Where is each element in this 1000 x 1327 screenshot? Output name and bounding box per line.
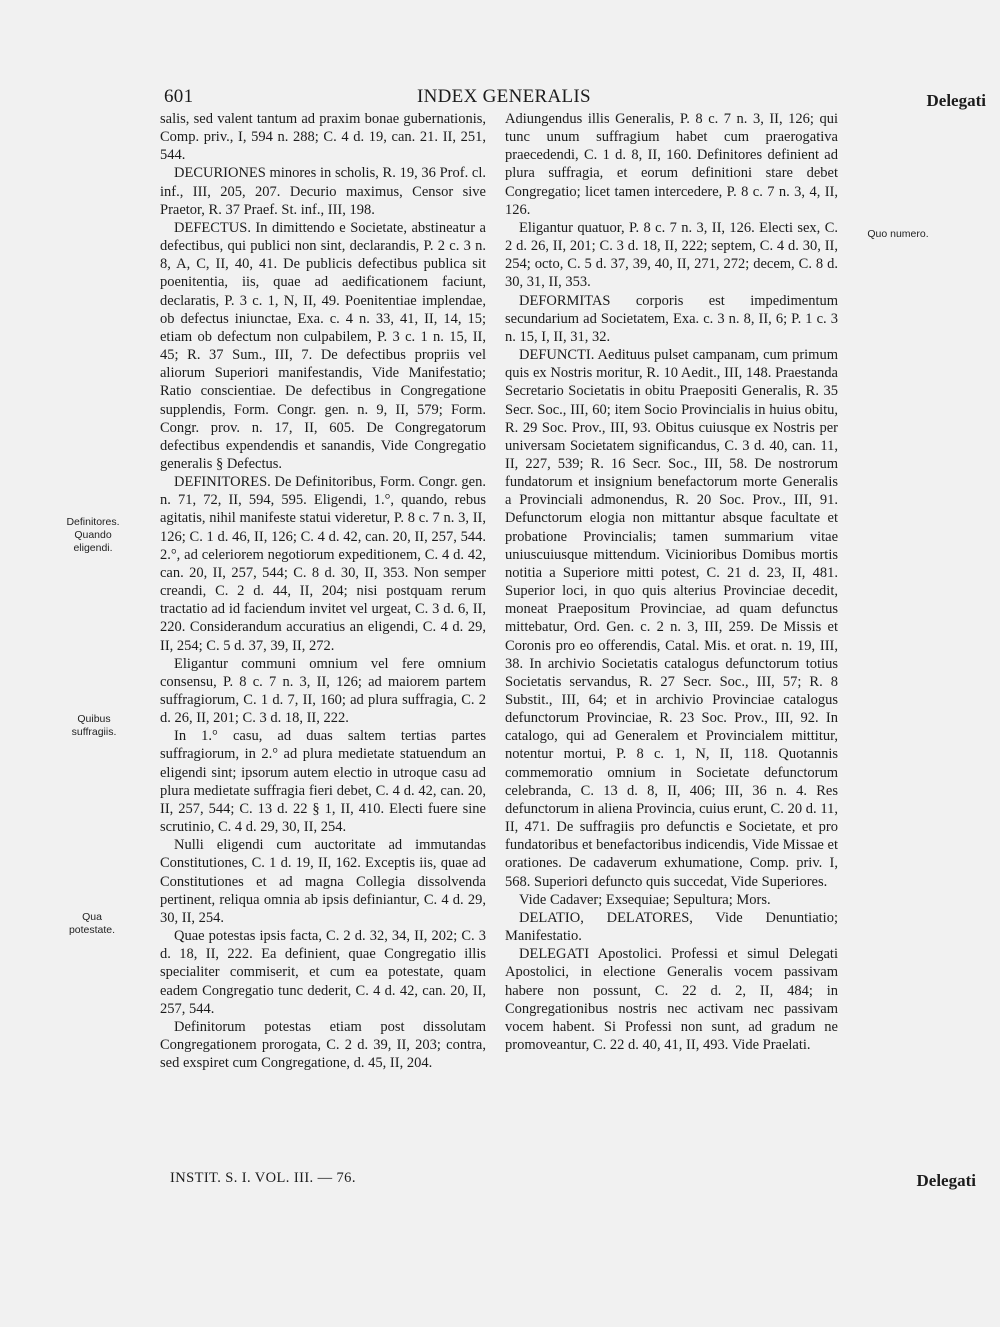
catchword-bottom: Delegati (916, 1171, 976, 1190)
right-column (505, 110, 838, 1054)
margin-note-definitores: Definitores. Quando eligendi. (66, 516, 120, 554)
entry-decuriones: DECURIONES minores in scholis, R. 19, 36 Prof. cl. inf., III, 205, 207. Decurio maximus, Censor sive Praetor, R. 37 Praef. St. inf., III, 198. (160, 165, 486, 218)
entry-definitores-prorogata: Definitorum potestas etiam post dissolutam Congregationem prorogata, C. 2 d. 39, II, 203; contra, sed exspiret cum Congregatione, d. 45, II, 204. (160, 1018, 486, 1072)
entry-definitores: DEFINITORES. De Definitoribus, Form. Congr. gen. n. 71, 72, II, 594, 595. Eligendi, 1.°, quando, rebus agitatis, nihil manifeste statui videretur, P. 8 c. 7 n. 3, II, 126; C. 1 d. 46, II, 126; C. 4 d. 42, can. 20, II, 257, 544. 2.°, ad celeriorem negotiorum expeditionem, C. 4 d. 42, can. 20, II, 257, 544; C. 8 d. 30, II, 353. Non semper creandi, C. 2 d. 44, II, 204; nisi postquam rerum tractatio ad id faciendum invitet vel urgeat, C. 3 d. 6, II, 220. Considerandum accuratius an eligendi, C. 4 d. 29, II, 254; C. 5 d. 37, 39, II, 272. (160, 474, 486, 654)
margin-note-qua-potestate: Qua potestate. (68, 911, 116, 936)
left-column (160, 110, 486, 1072)
entry-definitores-potestas: Quae potestas ipsis facta, C. 2 d. 32, 34, II, 202; C. 3 d. 18, II, 222. Ea definient, quae Congregatio illis specialiter commiserit, et cum ea potestate, quam eadem Congregatio tunc dederit, C. 4 d. 42, can. 20, II, 257, 544. (160, 928, 486, 1017)
page-number: 601 (164, 86, 194, 107)
margin-note-quibus-suffragiis: Quibus suffragiis. (71, 713, 117, 738)
running-title: INDEX GENERALIS (417, 86, 591, 107)
volume-footer: INSTIT. S. I. VOL. III. — 76. (170, 1170, 356, 1186)
entry-delatio: DELATIO, DELATORES, Vide Denuntiatio; Manifestatio. (505, 909, 838, 945)
entry-adiungendus: Adiungendus illis Generalis, P. 8 c. 7 n. 3, II, 126; qui tunc unum suffragium habet cum praerogativa praecedendi, C. 1 d. 8, II, 160. Definitores definient ad plura suffragia, et eorum definitioni stare debet Congregatio; licet tamen intercedere, P. 8 c. 7 n. 3, 4, II, 126. (505, 111, 838, 218)
entry-vide-cadaver: Vide Cadaver; Exsequiae; Sepultura; Mors. (519, 891, 771, 908)
entry-salis-continuation: salis, sed valent tantum ad praxim bonae gubernationis, Comp. priv., I, 594 n. 288; C. 4 d. 19, can. 21. II, 251, 544. (160, 111, 486, 164)
entry-defectus: DEFECTUS. In dimittendo e Societate, abstineatur a defectibus, qui publici non sint, declarandis, P. 2 c. 3 n. 8, A, C, II, 40, 41. De publicis defectibus publica sit poenitentia, iis, quae ad aedificationem faciunt, declaratis, P. 3 c. 1, N, II, 49. Poenitentiae implendae, ob defectus iniunctae, Exa. c. 4 n. 33, 41, II, 14, 15; etiam ob defectum non culpabilem, P. 3 c. 1 n. 15, II, 45; R. 37 Sum., III, 7. De defectibus propriis vel aliorum Superiori manifestandis, Vide Manifestatio; Ratio conscientiae. De defectibus in Congregatione supplendis, Form. Congr. gen. n. 9, II, 579; Form. Congr. prov. n. 17, II, 605. De Congregatorum defectibus expendendis et sanandis, Vide Congregatio generalis § Defectus. (160, 219, 486, 472)
entry-definitores-nulli: Nulli eligendi cum auctoritate ad immutandas Constitutiones, C. 1 d. 19, II, 162. Exceptis iis, quae ad Constitutiones et ad magna Collegia dissolvenda pertinent, reliqua omnia ab ipsis definiantur, C. 4 d. 29, 30, II, 254. (160, 837, 486, 926)
catchword-top: Delegati (926, 91, 986, 110)
entry-definitores-casu: In 1.° casu, ad duas saltem tertias partes suffragiorum, in 2.° ad plura medietate statuendum an eligendi sint; ipsorum autem electio in utroque casu ad plura medietate suffragia fieri debet, C. 4 d. 42, can. 20, II, 257, 544; C. 13 d. 22 § 1, II, 410. Electi fuere sine scrutinio, C. 4 d. 29, 30, II, 254. (160, 728, 486, 836)
entry-delegati: DELEGATI Apostolici. Professi et simul Delegati Apostolici, in electione Generalis vocem passivam habere non possunt, C. 22 d. 2, II, 484; in Congregationibus nostris nec activam nec passivam vocem habent. Si Professi non sunt, ad gradum ne promoveantur, C. 22 d. 40, 41, II, 493. Vide Praelati. (505, 946, 838, 1053)
entry-defuncti: DEFUNCTI. Aedituus pulset campanam, cum primum quis ex Nostris moritur, R. 10 Aedit., III, 148. Praestanda Secretario Societatis in obitu Praepositi Generalis, R. 35 Secr. Soc., III, 60; item Socio Provincialis in huius obitu, R. 29 Soc. Prov., III, 93. Obitus cuiusque ex Nostris per universam Societatem significandus, C. 3 d. 40, can. 11, II, 227, 539; R. 16 Secr. Soc., III, 58. De nostrorum fundatorum et insignium benefactorum morte Generalis a Provinciali admonendus, R. 20 Soc. Prov., III, 91. Defunctorum elogia non mittantur absque facultate et probatione Provincialis; tamen summarium vitae uniuscuiusque mittendum. Vicinioribus Domibus mortis notitia a Superiore mitti potest, C. 21 d. 23, II, 481. Superior loci, in quo quis alterius Provinciae decedit, moneat Praepositum Provinciae, ad quam defunctus mittebatur, Ord. Gen. c. 2 n. 3, III, 259. De Missis et Coronis pro eo offerendis, Catal. Mis. et orat. n. 19, III, 38. In archivio Societatis catalogus defunctorum totius Societatis servandus, R. 27 Secr. Soc., III, 57; R. 8 Substit., III, 64; et in archivio Provinciae catalogus defunctorum Provinciae, R. 23 Soc. Prov., III, 92. In catalogo, qui ad Generalem et Provincialem mittitur, notentur mortui, P. 8 c. 1, N, II, 118. Quotannis commemoratio omnium in Societate defunctorum celebranda, C. 13 d. 8, II, 406; III, 36 n. 4. Res defunctorum in aliena Provincia, cuius erunt, C. 20 d. 11, II, 471. De suffragiis pro defunctis e Societate, et pro fundatoribus et benefactoribus indicendis, Vide Missae et orationes. De cadaverum exhumatione, Comp. priv. I, 568. Superiori defuncto quis succedat, Vide Superiores. (505, 347, 838, 890)
entry-deformitas: DEFORMITAS corporis est impedimentum secundarium ad Societatem, Exa. c. 3 n. 8, II, 6; P. 1 c. 3 n. 15, I, II, 31, 32. (505, 292, 838, 345)
entry-eligantur-quatuor: Eligantur quatuor, P. 8 c. 7 n. 3, II, 126. Electi sex, C. 2 d. 26, II, 201; C. 3 d. 18, II, 222; septem, C. 4 d. 30, II, 254; octo, C. 5 d. 37, 39, 40, II, 271, 272; decem, C. 8 d. 30, 31, II, 353. (505, 219, 838, 291)
entry-definitores-eligantur: Eligantur communi omnium vel fere omnium consensu, P. 8 c. 7 n. 3, II, 126; ad maiorem partem suffragiorum, C. 1 d. 7, II, 160; ad plura suffragia, C. 2 d. 26, II, 201; C. 3 d. 18, II, 222. (160, 655, 486, 727)
margin-note-quo-numero: Quo numero. (867, 228, 929, 240)
